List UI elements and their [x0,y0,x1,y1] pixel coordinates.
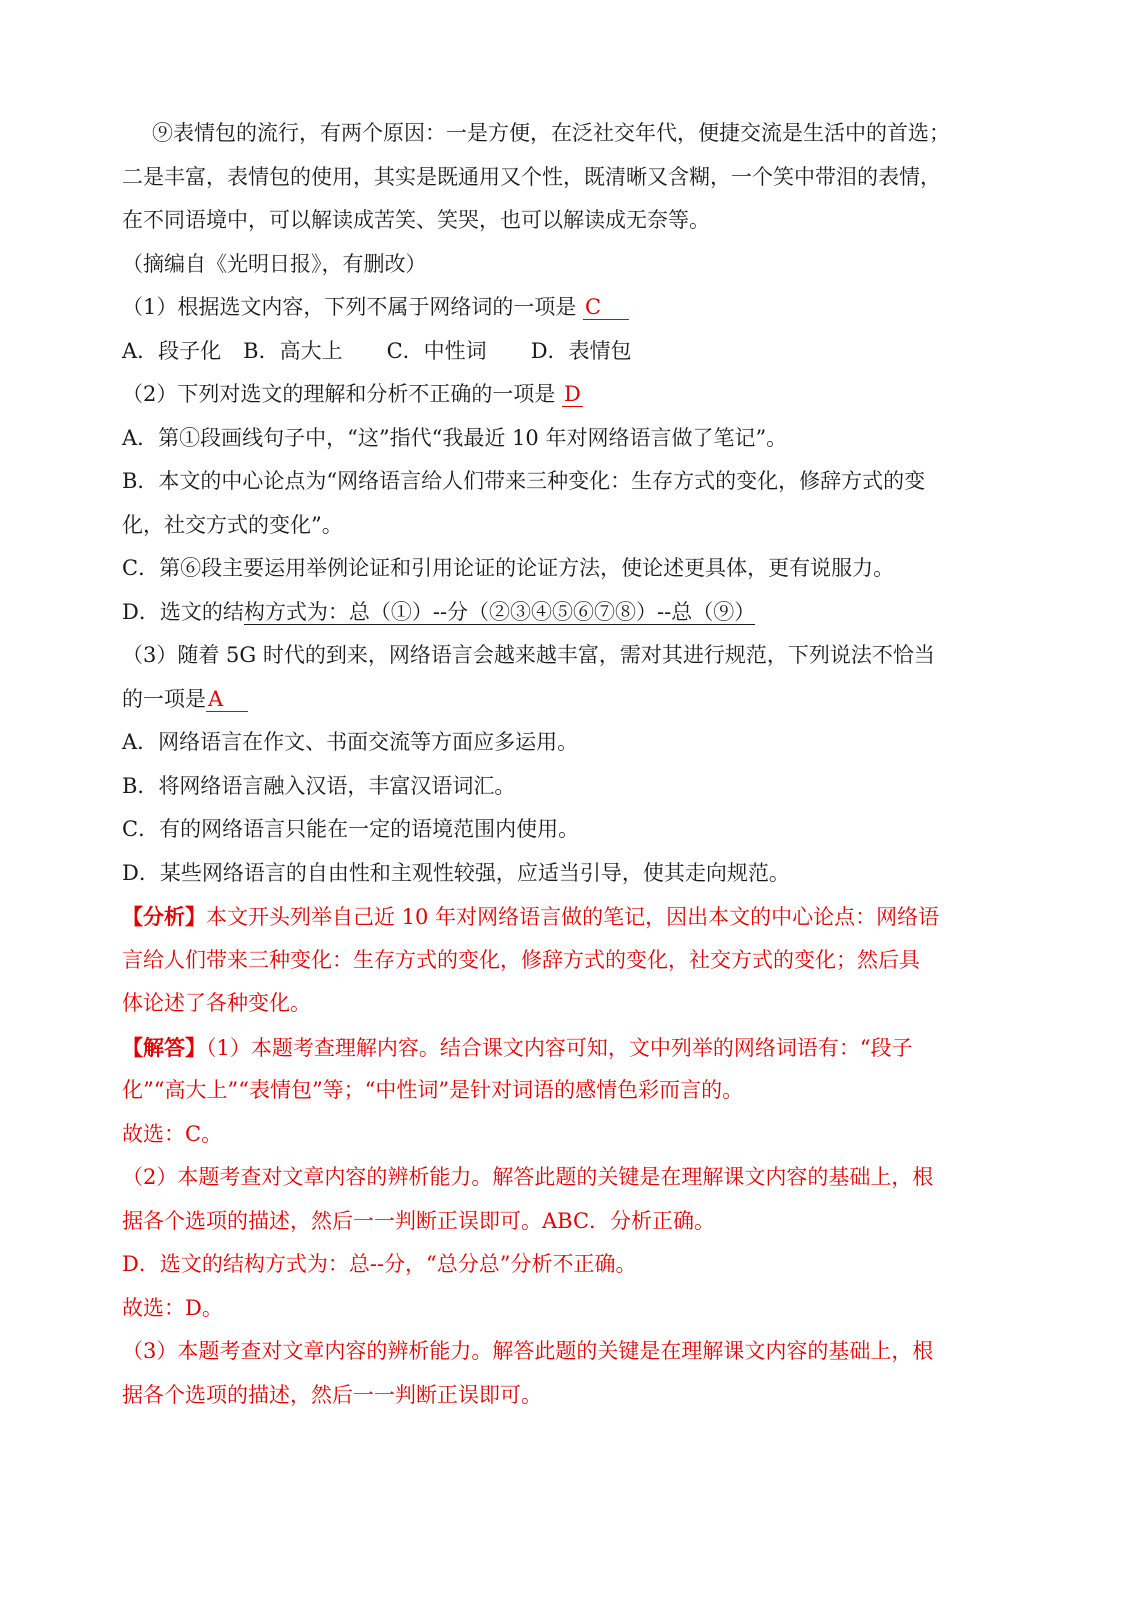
solution-p1-choice: 故选：C。 [122,1121,223,1146]
solution-p2-choice: 故选：D。 [122,1295,223,1320]
question-3-stem-line-2 [122,678,1002,722]
question-2-option-d [122,591,1002,635]
analysis-label: 【分析】 [122,904,206,929]
analysis-line-2: 言给人们带来三种变化：生存方式的变化，修辞方式的变化，社交方式的变化；然后具 [122,947,920,972]
question-1-answer: C [583,295,629,320]
solution-p1-line-1: （1）本题考查理解内容。结合课文内容可知，文中列举的网络词语有：“段子 [206,1035,913,1060]
question-3-option-c: C．有的网络语言只能在一定的语境范围内使用。 [122,817,580,841]
question-2-option-d-prefix: D．选文的结 [122,599,244,624]
question-1-option-b: B．高大上 [243,338,343,363]
solution-line-1 [122,1026,1002,1070]
question-1-option-a: A．段子化 [122,338,222,363]
question-1 [122,286,1002,330]
question-1-option-d: D．表情包 [530,338,632,363]
solution-p2-line-2: 据各个选项的描述，然后一一判断正误即可。ABC．分析正确。 [122,1208,716,1233]
paragraph-9-line-1: ⑨表情包的流行，有两个原因：一是方便，在泛社交年代，便捷交流是生活中的首选； [152,121,950,145]
question-2 [122,373,1002,417]
question-2-option-a: A．第①段画线句子中，“这”指代“我最近 10 年对网络语言做了笔记”。 [122,425,788,450]
question-3-stem-end: 的一项是 [122,686,206,711]
solution-p2-line-1: （2）本题考查对文章内容的辨析能力。解答此题的关键是在理解课文内容的基础上，根 [122,1165,934,1189]
question-3-answer: A [206,687,248,712]
paragraph-9-line-2: 二是丰富，表情包的使用，其实是既通用又个性，既清晰又含糊，一个笑中带泪的表情， [122,164,941,189]
document-page [122,112,1002,1417]
question-2-option-b-line-1: B．本文的中心论点为“网络语言给人们带来三种变化：生存方式的变化，修辞方式的变 [122,469,926,493]
analysis-line-1 [122,895,1002,939]
question-3-option-a: A．网络语言在作文、书面交流等方面应多运用。 [122,730,579,754]
question-2-option-d-underlined: 构方式为：总（①）--分（②③④⑤⑥⑦⑧）--总（⑨） [243,599,756,624]
solution-p3-line-1: （3）本题考查对文章内容的辨析能力。解答此题的关键是在理解课文内容的基础上，根 [122,1339,934,1363]
solution-p3-line-2: 据各个选项的描述，然后一一判断正误即可。 [122,1382,542,1407]
analysis-line-3: 体论述了各种变化。 [122,991,311,1015]
question-1-option-c: C．中性词 [386,338,487,363]
solution-label: 【解答】 [122,1034,206,1060]
analysis-text-1: 本文开头列举自己近 10 年对网络语言做的笔记，因出本文的中心论点：网络语 [206,905,940,929]
question-2-stem: （2）下列对选文的理解和分析不正确的一项是 [122,382,563,406]
question-2-answer: D [564,382,581,406]
question-1-stem: （1）根据选文内容，下列不属于网络词的一项是 [122,295,584,319]
source-note: （摘编自《光明日报》，有删改） [122,251,427,276]
question-3-stem-line-1: （3）随着 5G 时代的到来，网络语言会越来越丰富，需对其进行规范，下列说法不恰当 [122,643,935,667]
solution-p1-line-2: 化”“高大上”“表情包”等；“中性词”是针对词语的感情色彩而言的。 [122,1078,744,1102]
question-1-options [122,330,1002,374]
paragraph-9-line-3: 在不同语境中，可以解读成苦笑、笑哭，也可以解读成无奈等。 [122,208,710,232]
question-3-option-b: B．将网络语言融入汉语，丰富汉语词汇。 [122,773,516,798]
solution-p2-line-3: D．选文的结构方式为：总--分，“总分总”分析不正确。 [122,1252,637,1276]
question-2-option-b-line-2: 化，社交方式的变化”。 [122,512,343,537]
question-2-option-c: C．第⑥段主要运用举例论证和引用论证的论证方法，使论述更具体，更有说服力。 [122,556,895,580]
question-3-option-d: D．某些网络语言的自由性和主观性较强，应适当引导，使其走向规范。 [122,860,790,885]
